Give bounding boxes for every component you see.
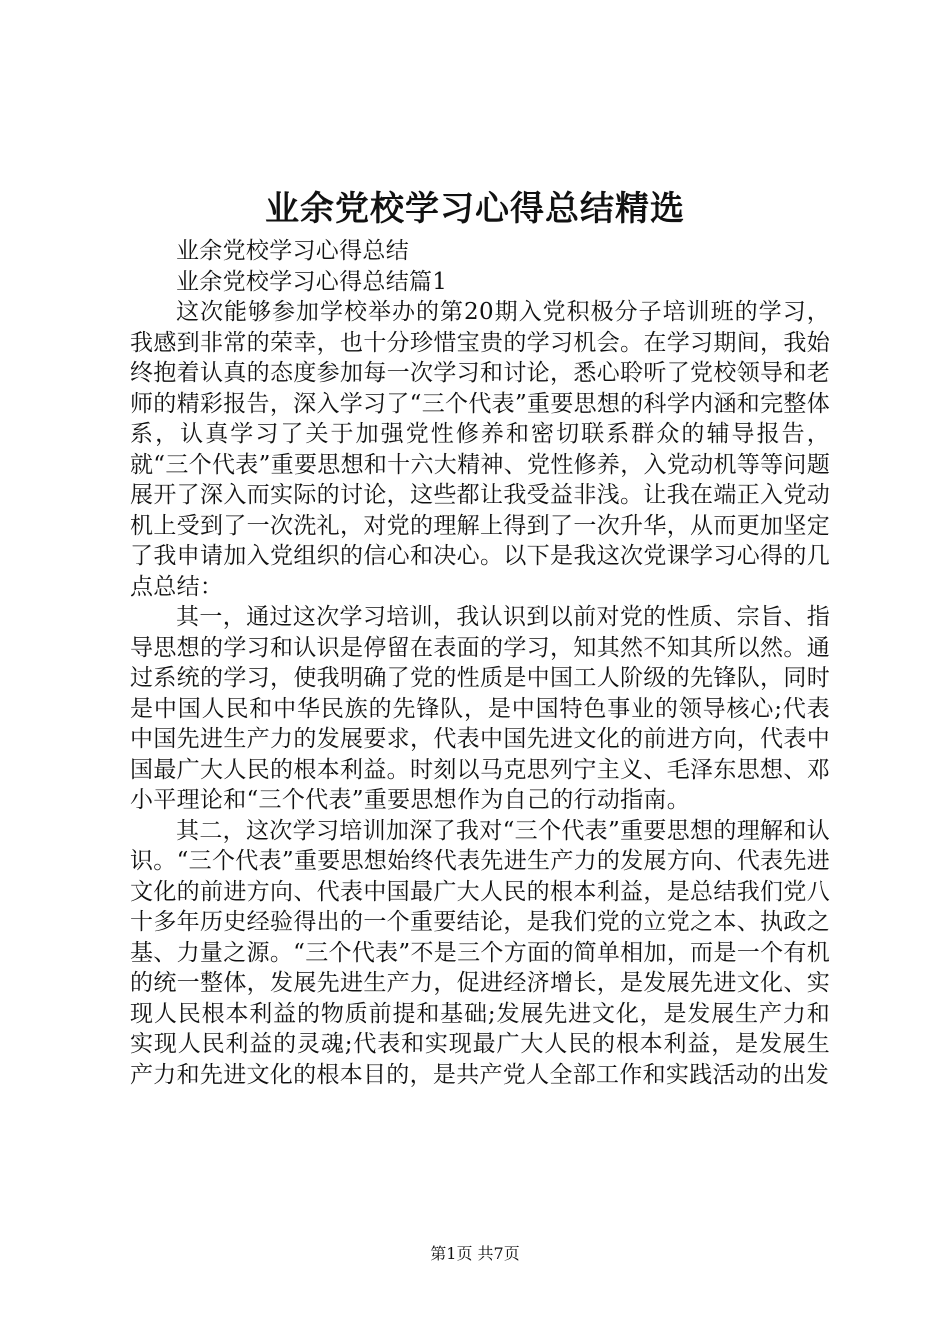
body-paragraph: 其一，通过这次学习培训，我认识到以前对党的性质、宗旨、指导思想的学习和认识是停留在表面的学习，知其然不知其所以然。通过系统的学习，使我明确了党的性质是中国工人阶级的先锋队，同时是中国人民和中华民族的先锋队，是中国特色事业的领导核心;代表中国先进生产力的发展要求，代表中国先进文化的前进方向，代表中国最广大人民的根本利益。时刻以马克思列宁主义、毛泽东思想、邓小平理论和“三个代表”重要思想作为自己的行动指南。: [130, 604, 830, 813]
body-paragraph: 这次能够参加学校举办的第20期入党积极分子培训班的学习，我感到非常的荣幸，也十分珍惜宝贵的学习机会。在学习期间，我始终抱着认真的态度参加每一次学习和讨论，悉心聆听了党校领导和老师的精彩报告，深入学习了“三个代表”重要思想的科学内涵和完整体系，认真学习了关于加强党性修养和密切联系群众的辅导报告，就“三个代表”重要思想和十六大精神、党性修养，入党动机等等问题展开了深入而实际的讨论，这些都让我受益非浅。让我在端正入党动机上受到了一次洗礼，对党的理解上得到了一次升华，从而更加坚定了我申请加入党组织的信心和决心。以下是我这次党课学习心得的几点总结：: [130, 299, 830, 600]
document-title: 业余党校学习心得总结精选: [265, 189, 685, 229]
body-paragraph: 其二，这次学习培训加深了我对“三个代表”重要思想的理解和认识。“三个代表”重要思想始终代表先进生产力的发展方向、代表先进文化的前进方向、代表中国最广大人民的根本利益，是总结我们党八十多年历史经验得出的一个重要结论，是我们党的立党之本、执政之基、力量之源。“三个代表”不是三个方面的简单相加，而是一个有机的统一整体，发展先进生产力，促进经济增长，是发展先进文化、实现人民根本利益的物质前提和基础;发展先进文化，是发展生产力和实现人民利益的灵魂;代表和实现最广大人民的根本利益，是发展生产力和先进文化的根本目的，是共产党人全部工作和实践活动的出发: [130, 817, 830, 1088]
page-footer: 第1页 共7页: [430, 1244, 520, 1263]
section-heading: 业余党校学习心得总结篇1: [176, 268, 448, 295]
document-body: [130, 236, 830, 1090]
subtitle-line: 业余党校学习心得总结: [176, 238, 409, 264]
